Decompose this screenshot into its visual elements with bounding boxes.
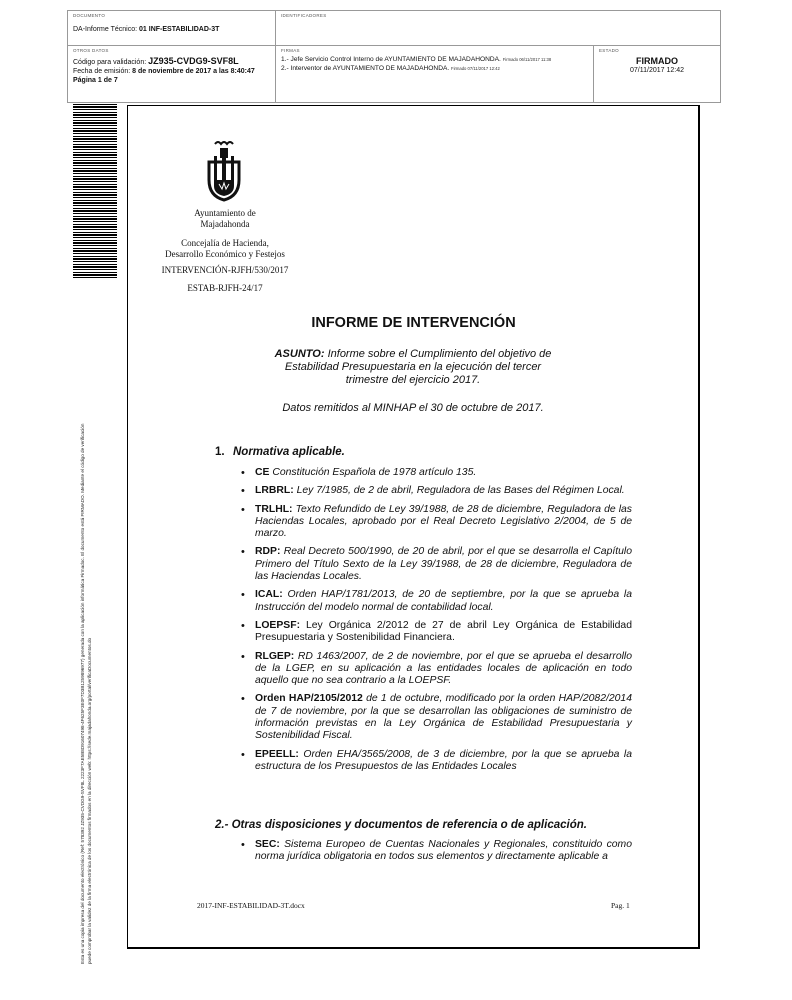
document-name: DA-Informe Técnico: 01 INF-ESTABILIDAD-3T (73, 26, 220, 33)
otros-datos-label: OTROS DATOS (73, 48, 109, 53)
list-item: • Orden HAP/2105/2012 de 1 de octubre, modificado por la orden HAP/2082/2014 de 7 de noviembre, por la que se desarrollan las obligaciones de suministro de información previstas en la Ley Orgánica de Estabilidad Presupuestaria y Sostenibilidad Fiscal. (240, 693, 632, 742)
firmas-label: FIRMAS (281, 48, 300, 53)
reference-code: ESTAB-RJFH-24/17 (187, 283, 263, 293)
footer-filename: 2017-INF-ESTABILIDAD-3T.docx (197, 901, 305, 910)
estado-cell (594, 46, 720, 102)
estado-label: ESTADO (599, 48, 619, 53)
otros-datos-cell (68, 46, 276, 102)
section-1-heading: 1. Normativa aplicable. (215, 446, 345, 458)
list-item: • RLGEP: RD 1463/2007, de 2 de noviembre, por el que se aprueba el desarrollo de la LGEP, en su aplicación a las entidades locales de aplicación en todo aquello que no sea contrario a la LOEPSF. (240, 651, 632, 688)
section-1-list (240, 467, 632, 779)
status-date: 07/11/2017 12:42 (630, 67, 684, 74)
list-item: • LOEPSF: Ley Orgánica 2/2012 de 27 de abril Ley Orgánica de Estabilidad Presupuestaria y Sostenibilidad Financiera. (240, 620, 632, 645)
entity-name: Ayuntamiento de Majadahonda (194, 208, 256, 229)
identificadores-cell (276, 11, 720, 46)
issue-date: Fecha de emisión: 8 de noviembre de 2017 a las 8:40:47 (73, 68, 255, 75)
signature-1: 1.- Jefe Servicio Control Interno de AYUNTAMIENTO DE MAJADAHONDA. Firmado 06/11/2017 11:38 (281, 56, 552, 63)
department-name: Concejalía de Hacienda, Desarrollo Económico y Festejos (165, 238, 285, 259)
section-2-heading: 2.- Otras disposiciones y documentos de referencia o de aplicación. (215, 819, 587, 831)
footer-page-number: Pag. 1 (611, 901, 630, 910)
list-item: • LRBRL: Ley 7/1985, de 2 de abril, Reguladora de las Bases del Régimen Local. (240, 485, 632, 497)
firmas-cell (276, 46, 594, 102)
list-item: • SEC: Sistema Europeo de Cuentas Nacionales y Regionales, constituido como norma jurídica obligatoria en todos sus elementos y directamente aplicable a (240, 839, 632, 864)
list-item: • CE Constitución Española de 1978 artículo 135. (240, 467, 632, 479)
barcode (73, 104, 117, 280)
status-badge: FIRMADO (636, 56, 678, 66)
validation-code: Código para validación: JZ935-CVDG9-SVF8L (73, 56, 239, 66)
list-item: • RDP: Real Decreto 500/1990, de 20 de abril, por el que se desarrolla el Capítulo Primero del Título Sexto de la Ley 39/1988, de 28 de diciembre, Reguladora de las Haciendas Locales. (240, 546, 632, 583)
list-item: • TRLHL: Texto Refundido de Ley 39/1988, de 28 de diciembre, Reguladora de las Haciendas Locales, aprobado por el Real Decreto Legislativo 2/2004, de 5 de marzo. (240, 504, 632, 541)
page-title: INFORME DE INTERVENCIÓN (311, 315, 516, 331)
verification-side-text: Esta es una copia impresa del documento electrónico (Ref: 578392 JZ935-CVDG9-SVF8L 2223F7AE5B8D91607498-4F625F3E0F7D3B1259896977) generada con la aplicación informática Firmadoc. El documento está FIRMADO. Mediante el código de verificación puede comprobar la validez de la firma electrónica de los documentos firmados en la dirección web: https://sede.majadahonda.org/portal/verificaDocumentos.do (80, 423, 92, 964)
subject-block: ASUNTO: Informe sobre el Cumplimiento del objetivo de Estabilidad Presupuestaria en la ejecución del tercer trimestre del ejercicio 2017. (274, 348, 552, 386)
documento-label: DOCUMENTO (73, 13, 106, 18)
signature-2: 2.- Interventor de AYUNTAMIENTO DE MAJADAHONDA. Firmado 07/11/2017 12:42 (281, 65, 500, 72)
page-count: Página 1 de 7 (73, 77, 118, 84)
municipal-crest-logo (205, 140, 243, 202)
identificadores-label: IDENTIFICADORES (281, 13, 327, 18)
list-item: • ICAL: Orden HAP/1781/2013, de 20 de septiembre, por la que se aprueba la Instrucción del modelo normal de contabilidad local. (240, 589, 632, 614)
data-sent-note: Datos remitidos al MINHAP el 30 de octubre de 2017. (282, 402, 544, 414)
document-header-table (67, 10, 721, 103)
section-2-list (240, 839, 632, 870)
list-item: • EPEELL: Orden EHA/3565/2008, de 3 de diciembre, por la que se aprueba la estructura de los Presupuestos de las Entidades Locales (240, 749, 632, 774)
reference-number: INTERVENCIÓN-RJFH/530/2017 (161, 265, 289, 275)
documento-cell (68, 11, 276, 46)
